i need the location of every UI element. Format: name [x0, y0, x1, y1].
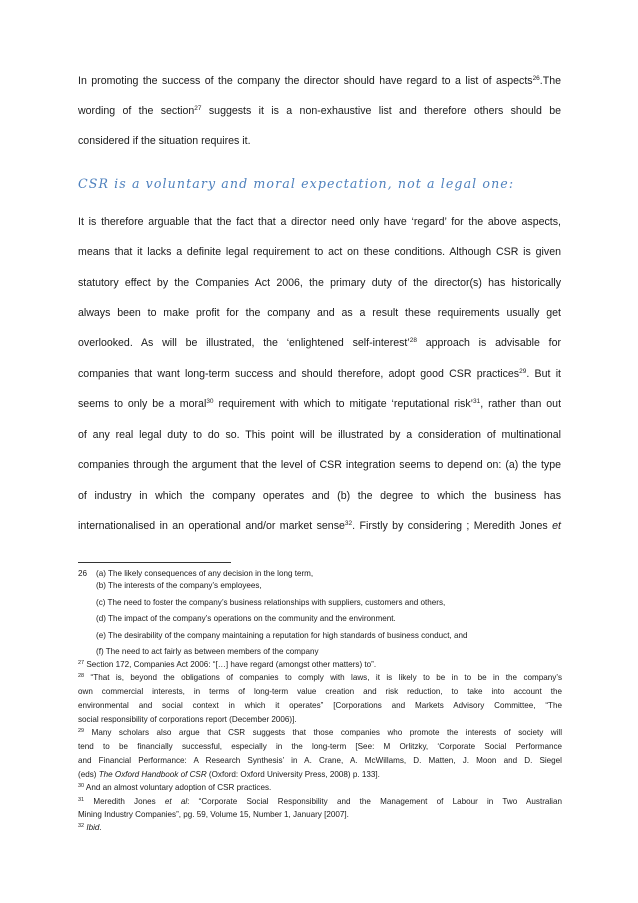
footnote-29-line: tend to be financially successful, especially in the long-term [See: M Orlitzky, ‘Corporate Social Performance [78, 742, 562, 751]
footnote-28-line: own commercial interests, in terms of long-term value creation and risk reduction, to take into account the [78, 687, 562, 696]
section-heading: CSR is a voluntary and moral expectation, not a legal one: [78, 176, 515, 191]
footnote-31-line: Mining Industry Companies”, pg. 59, Volume 15, Number 1, January [2007]. [78, 810, 349, 819]
footnote-29-line: and Financial Performance: A Research Synthesis’ in A. Crane, A. McWillams, D. Matten, J. Moon and D. Siegel [78, 756, 562, 765]
footnote-26-item: (c) The need to foster the company’s business relationships with suppliers, customers and others, [96, 598, 446, 607]
paragraph2-line: seems to only be a moral$^{30}$ requirement with which to mitigate ‘reputational risk’$^{31}$, rather than out [78, 398, 562, 410]
paragraph2-line: of any real legal duty to do so. This point will be illustrated by a consideration of multinational [78, 429, 561, 441]
footnote-separator [78, 562, 231, 563]
paragraph2-line: overlooked. As will be illustrated, the ‘enlightened self-interest’$^{28}$ approach is advisable for [78, 337, 561, 349]
paragraph2-line: internationalised in an operational and/or market sense$^{32}$. Firstly by considering ; Meredith Jones et [78, 520, 561, 532]
footnote-26: 26 (a) The likely consequences of any decision in the long term, [78, 569, 314, 578]
footnote-28-line: environmental and social context in which it operates” [Corporations and Markets Advisory Committee, “The [78, 701, 562, 710]
footnote-31: $^{31}$ Meredith Jones et al: “Corporate Social Responsibility and the Management of Labour in Two Australian [78, 797, 562, 806]
footnote-29-line: (eds) The Oxford Handbook of CSR (Oxford: Oxford University Press, 2008) p. 133]. [78, 770, 380, 779]
paragraph1-line2: wording of the section$^{27}$ suggests it is a non-exhaustive list and therefore others should be [78, 105, 561, 117]
paragraph2-line: always been to make profit for the company and as a result these requirements usually get [78, 307, 561, 319]
paragraph2-line: companies that want long-term success and should therefore, adopt good CSR practices$^{29}$. But it [78, 368, 561, 380]
paragraph2-line: It is therefore arguable that the fact that a director need only have ‘regard’ for the above aspects, [78, 216, 561, 228]
footnote-27: $^{27}$ Section 172, Companies Act 2006: “[…] have regard (amongst other matters) to”. [78, 660, 377, 669]
paragraph2-line: of industry in which the company operates and (b) the degree to which the business has [78, 490, 561, 502]
paragraph2-line: companies through the argument that the level of CSR integration seems to depend on: (a) the type [78, 459, 561, 471]
footnote-26-item: (e) The desirability of the company maintaining a reputation for high standards of business conduct, and [96, 631, 468, 640]
footnote-26-item: (b) The interests of the company’s employees, [96, 581, 262, 590]
footnote-30: $^{30}$ And an almost voluntary adoption of CSR practices. [78, 783, 272, 792]
footnote-28: $^{28}$ “That is, beyond the obligations of companies to comply with laws, it is likely to be in to be in the company’s [78, 673, 562, 682]
paragraph2-line: statutory effect by the Companies Act 2006, the primary duty of the director(s) has historically [78, 277, 561, 289]
footnote-32: $^{32}$ Ibid. [78, 823, 102, 832]
paragraph1-line1: In promoting the success of the company the director should have regard to a list of aspects$^{26}$.The [78, 75, 561, 87]
footnote-26-item: (d) The impact of the company’s operations on the community and the environment. [96, 614, 396, 623]
footnote-26-item: (f) The need to act fairly as between members of the company [96, 647, 319, 656]
footnote-29: $^{29}$ Many scholars also argue that CSR suggests that those companies who promote the interests of society will [78, 728, 562, 737]
paragraph1-line3: considered if the situation requires it. [78, 135, 251, 147]
footnote-28-line: social responsibility of corporations report (December 2006)]. [78, 715, 297, 724]
paragraph2-line: means that it lacks a definite legal requirement to act on these conditions. Although CSR is given [78, 246, 561, 258]
